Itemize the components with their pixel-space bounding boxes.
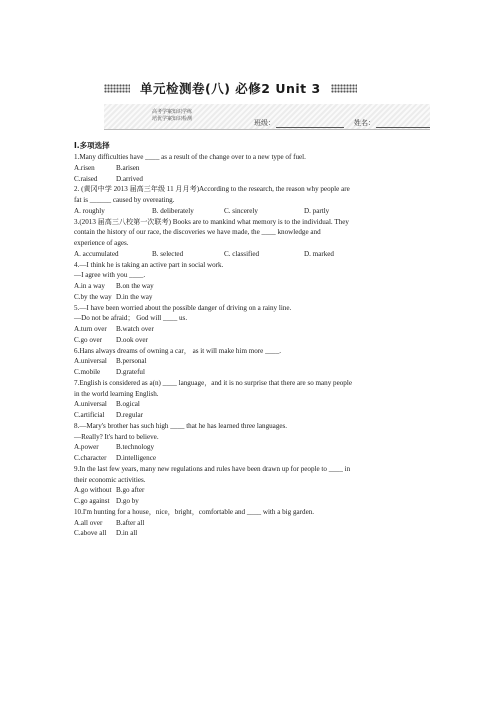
- options-row: [74, 518, 424, 529]
- question-stem: 3.(2013 届高三八校第一次联考) Books are to mankind what memory is to the individual. They: [74, 217, 349, 226]
- answer-option[interactable]: C. sincerely: [224, 206, 258, 215]
- options-row: [74, 442, 424, 453]
- question-stem: 4.—I think he is taking an active part in social work.: [74, 260, 224, 269]
- answer-option[interactable]: D. partly: [304, 206, 330, 215]
- banner-slogan: [152, 109, 192, 123]
- options-row: [74, 528, 424, 539]
- answer-option[interactable]: C.go over: [74, 335, 102, 344]
- answer-option[interactable]: A.turn over: [74, 325, 107, 333]
- answer-option[interactable]: A. accumulated: [74, 249, 119, 258]
- answer-option[interactable]: B.go after: [116, 486, 145, 495]
- answer-option[interactable]: D.ook over: [116, 335, 148, 344]
- options-row: [74, 174, 424, 185]
- name-field[interactable]: [376, 127, 430, 128]
- decorative-dots-icon: [331, 84, 357, 93]
- options-row: [74, 410, 424, 421]
- answer-option[interactable]: B.arisen: [116, 163, 140, 172]
- page-title: 单元检测卷(八) 必修2 Unit 3: [140, 81, 321, 96]
- options-row: [74, 281, 424, 292]
- question-stem: —Really? It's hard to believe.: [74, 432, 159, 441]
- question-stem: 1.Many difficulties have ____ as a result of the change over to a new type of fuel.: [74, 153, 306, 161]
- answer-option[interactable]: B. selected: [152, 249, 184, 258]
- answer-option[interactable]: A.risen: [74, 163, 95, 172]
- question-stem: in the world learning English.: [74, 389, 159, 398]
- options-row: [74, 324, 424, 335]
- options-row: [74, 485, 424, 496]
- section-heading: Ⅰ.多项选择: [74, 141, 110, 150]
- question-item: [74, 346, 424, 378]
- class-label: 班级：: [254, 119, 275, 127]
- banner-slogan-line: 高考学案知识学练: [152, 109, 193, 115]
- options-row: [74, 249, 424, 260]
- answer-option[interactable]: A. roughly: [74, 206, 105, 215]
- answer-option[interactable]: B.technology: [116, 443, 155, 452]
- options-row: [74, 367, 424, 378]
- header-title-bar: [104, 78, 394, 98]
- question-stem: contain the history of our race, the discoveries we have made, the ____ knowledge and: [74, 228, 321, 237]
- answer-option[interactable]: B. deliberately: [152, 206, 194, 215]
- options-row: [74, 163, 424, 174]
- answer-option[interactable]: B.watch over: [116, 325, 154, 333]
- answer-option[interactable]: D.in all: [116, 529, 138, 538]
- answer-option[interactable]: C. classified: [224, 249, 260, 258]
- question-list: [74, 140, 424, 539]
- question-stem: 10.I'm hunting for a house，nice，bright，comfortable and ____ with a big garden.: [74, 507, 315, 516]
- question-stem: 2. (黄冈中学 2013 届高三年级 11 月月考)According to the research, the reason why people are: [74, 185, 350, 194]
- answer-option[interactable]: B.personal: [116, 357, 147, 366]
- answer-option[interactable]: A.universal: [74, 400, 107, 409]
- answer-option[interactable]: A.power: [74, 443, 99, 452]
- question-stem: 8.—Mary's brother has such high ____ that he has learned three languages.: [74, 421, 288, 430]
- question-item: [74, 217, 424, 260]
- answer-option[interactable]: C.above all: [74, 529, 107, 538]
- question-stem: 7.English is considered as a(n) ____ language，and it is no surprise that there are so many people: [74, 378, 352, 387]
- options-row: [74, 206, 424, 217]
- question-item: [74, 260, 424, 303]
- answer-option[interactable]: C.mobile: [74, 368, 101, 376]
- question-item: [74, 184, 424, 216]
- options-row: [74, 399, 424, 410]
- options-row: [74, 356, 424, 367]
- question-item: [74, 421, 424, 464]
- options-row: [74, 496, 424, 507]
- question-stem: their economic activities.: [74, 475, 146, 484]
- question-item: [74, 464, 424, 507]
- answer-option[interactable]: C.by the way: [74, 292, 112, 301]
- answer-option[interactable]: C.raised: [74, 174, 98, 183]
- answer-option[interactable]: D.in the way: [116, 292, 153, 301]
- answer-option[interactable]: A.go without: [74, 486, 112, 495]
- answer-option[interactable]: D. marked: [304, 249, 334, 258]
- question-stem: —I agree with you ____.: [74, 271, 146, 280]
- question-stem: 6.Hans always dreams of owning a car， as it will make him more ____.: [74, 346, 282, 355]
- header-banner: [104, 104, 430, 130]
- question-stem: 5.—I have been worried about the possible danger of driving on a rainy line.: [74, 303, 292, 312]
- banner-slogan-line: 培优学案知识检测: [152, 116, 193, 122]
- answer-option[interactable]: D.regular: [116, 411, 143, 419]
- answer-option[interactable]: A.universal: [74, 357, 107, 366]
- name-label: 姓名：: [354, 119, 375, 127]
- decorative-dots-icon: [104, 84, 130, 93]
- question-item: [74, 152, 424, 184]
- class-field[interactable]: [276, 127, 344, 128]
- answer-option[interactable]: C.go against: [74, 497, 110, 505]
- question-item: [74, 378, 424, 421]
- answer-option[interactable]: D.grateful: [116, 368, 145, 376]
- answer-option[interactable]: B.after all: [116, 518, 145, 527]
- question-item: [74, 507, 424, 539]
- answer-option[interactable]: A.all over: [74, 518, 103, 527]
- options-row: [74, 335, 424, 346]
- answer-option[interactable]: C.character: [74, 454, 107, 462]
- answer-option[interactable]: B.on the way: [116, 282, 154, 290]
- question-item: [74, 303, 424, 346]
- answer-option[interactable]: D.intelligence: [116, 454, 156, 462]
- question-stem: fat is ______ caused by overeating.: [74, 196, 175, 204]
- options-row: [74, 453, 424, 464]
- answer-option[interactable]: D.arrived: [116, 174, 143, 183]
- options-row: [74, 292, 424, 303]
- question-stem: experience of ages.: [74, 239, 129, 247]
- question-stem: —Do not be afraid； God will ____ us.: [74, 314, 188, 323]
- question-stem: 9.In the last few years, many new regulations and rules have been drawn up for people to ____ in: [74, 464, 351, 473]
- answer-option[interactable]: C.artificial: [74, 411, 105, 419]
- answer-option[interactable]: B.ogical: [116, 400, 140, 409]
- answer-option[interactable]: D.go by: [116, 497, 139, 505]
- answer-option[interactable]: A.in a way: [74, 282, 105, 290]
